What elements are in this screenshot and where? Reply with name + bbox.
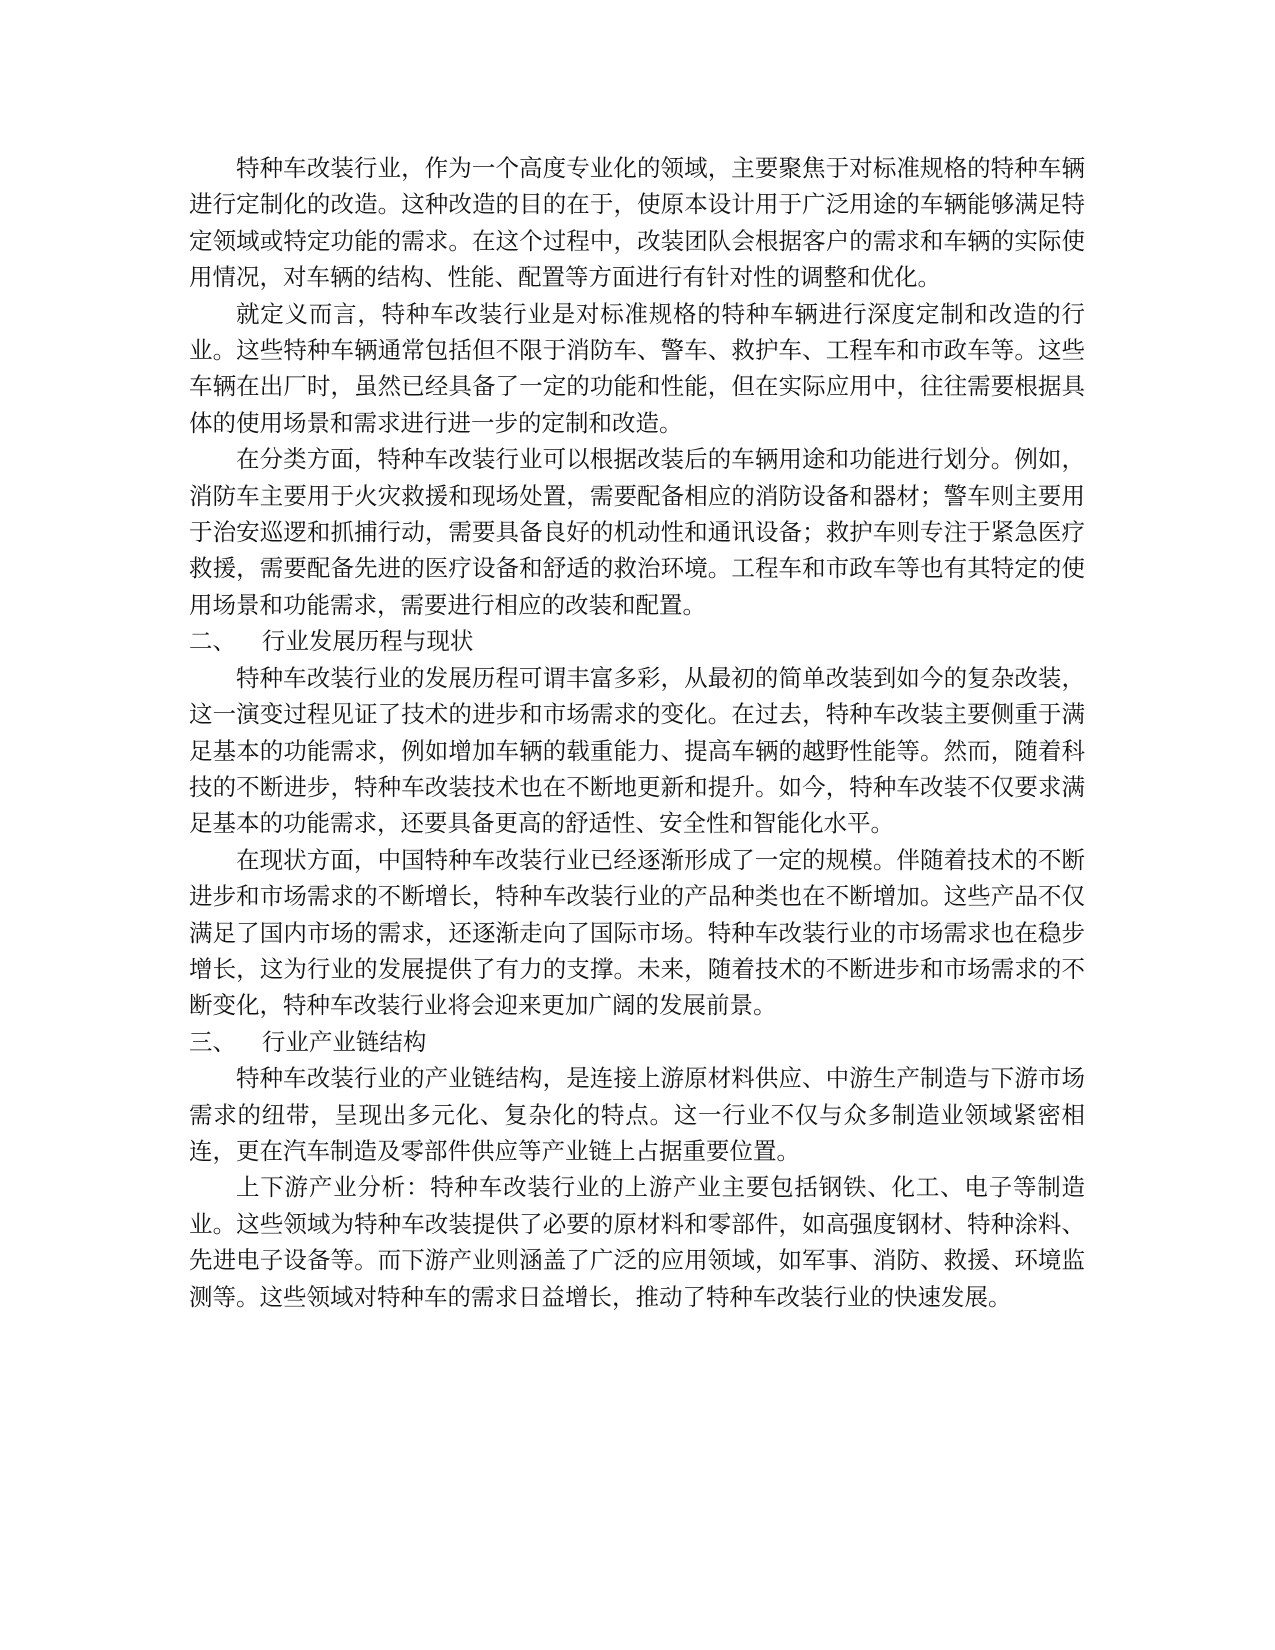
paragraph-classification: 在分类方面，特种车改装行业可以根据改装后的车辆用途和功能进行划分。例如，消防车主要用于火灾救援和现场处置，需要配备相应的消防设备和器材；警车则主要用于治安巡逻和抓捕行动，需要具备良好的机动性和通讯设备；救护车则专注于紧急医疗救援，需要配备先进的医疗设备和舒适的救治环境。工程车和市政车等也有其特定的使用场景和功能需求，需要进行相应的改装和配置。 [189,445,1085,619]
paragraph-industry-overview: 特种车改装行业，作为一个高度专业化的领域，主要聚焦于对标准规格的特种车辆进行定制化的改造。这种改造的目的在于，使原本设计用于广泛用途的车辆能够满足特定领域或特定功能的需求。在这个过程中，改装团队会根据客户的需求和车辆的实际使用情况，对车辆的结构、性能、配置等方面进行有针对性的调整和优化。 [189,154,1085,292]
paragraph-chain-structure: 特种车改装行业的产业链结构，是连接上游原材料供应、中游生产制造与下游市场需求的纽带，呈现出多元化、复杂化的特点。这一行业不仅与众多制造业领域紧密相连，更在汽车制造及零部件供应等产业链上占据重要位置。 [189,1064,1085,1165]
section-heading-development [189,623,1085,659]
paragraph-current-status: 在现状方面，中国特种车改装行业已经逐渐形成了一定的规模。伴随着技术的不断进步和市场需求的不断增长，特种车改装行业的产品种类也在不断增加。这些产品不仅满足了国内市场的需求，还逐渐走向了国际市场。特种车改装行业的市场需求也在稳步增长，这为行业的发展提供了有力的支撑。未来，随着技术的不断进步和市场需求的不断变化，特种车改装行业将会迎来更加广阔的发展前景。 [189,845,1085,1020]
section-number: 三、 [189,1027,236,1056]
paragraph-definition: 就定义而言，特种车改装行业是对标准规格的特种车辆进行深度定制和改造的行业。这些特种车辆通常包括但不限于消防车、警车、救护车、工程车和市政车等。这些车辆在出厂时，虽然已经具备了一定的功能和性能，但在实际应用中，往往需要根据具体的使用场景和需求进行进一步的定制和改造。 [189,299,1085,437]
document-body [189,150,1085,1315]
section-title: 行业发展历程与现状 [261,627,474,656]
section-number: 二、 [189,627,236,656]
section-title: 行业产业链结构 [261,1027,427,1056]
section-heading-industry-chain [189,1024,1085,1060]
paragraph-upstream-downstream: 上下游产业分析：特种车改装行业的上游产业主要包括钢铁、化工、电子等制造业。这些领域为特种车改装提供了必要的原材料和零部件，如高强度钢材、特种涂料、先进电子设备等。而下游产业则涵盖了广泛的应用领域，如军事、消防、救援、环境监测等。这些领域对特种车的需求日益增长，推动了特种车改装行业的快速发展。 [189,1173,1085,1311]
paragraph-development-history: 特种车改装行业的发展历程可谓丰富多彩，从最初的简单改装到如今的复杂改装，这一演变过程见证了技术的进步和市场需求的变化。在过去，特种车改装主要侧重于满足基本的功能需求，例如增加车辆的载重能力、提高车辆的越野性能等。然而，随着科技的不断进步，特种车改装技术也在不断地更新和提升。如今，特种车改装不仅要求满足基本的功能需求，还要具备更高的舒适性、安全性和智能化水平。 [189,663,1085,838]
